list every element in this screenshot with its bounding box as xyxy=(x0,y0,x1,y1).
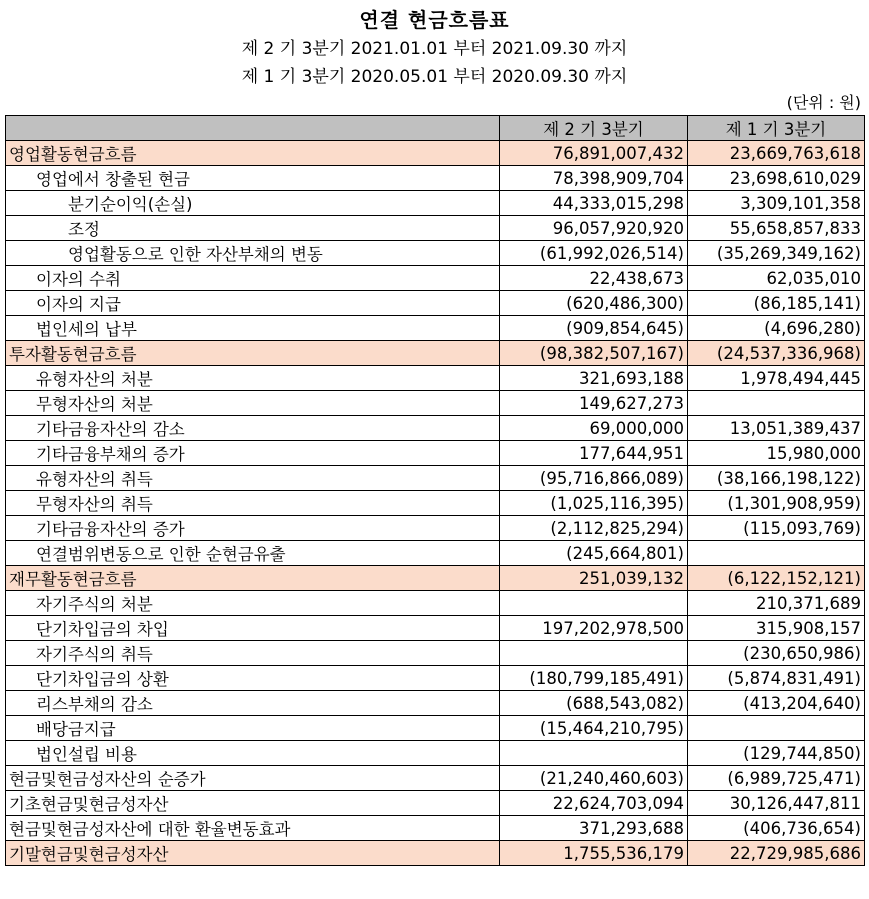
row-current-value: 69,000,000 xyxy=(500,416,688,441)
row-current-value: (245,664,801) xyxy=(500,541,688,566)
row-label: 연결범위변동으로 인한 순현금유출 xyxy=(6,541,500,566)
table-header-row xyxy=(6,116,865,141)
table-row xyxy=(6,141,865,166)
table-row xyxy=(6,616,865,641)
row-label: 영업활동현금흐름 xyxy=(6,141,500,166)
table-row xyxy=(6,341,865,366)
row-label: 이자의 지급 xyxy=(6,291,500,316)
header-prior-period: 제 1 기 3분기 xyxy=(688,116,865,141)
row-prior-value: (35,269,349,162) xyxy=(688,241,865,266)
row-label: 유형자산의 처분 xyxy=(6,366,500,391)
row-current-value: (95,716,866,089) xyxy=(500,466,688,491)
row-current-value: (688,543,082) xyxy=(500,691,688,716)
cash-flow-table xyxy=(5,115,865,866)
row-current-value: 149,627,273 xyxy=(500,391,688,416)
row-prior-value: 1,978,494,445 xyxy=(688,366,865,391)
table-row xyxy=(6,216,865,241)
row-current-value: (15,464,210,795) xyxy=(500,716,688,741)
row-prior-value xyxy=(688,541,865,566)
table-row xyxy=(6,841,865,866)
header-current-period: 제 2 기 3분기 xyxy=(500,116,688,141)
row-prior-value: (38,166,198,122) xyxy=(688,466,865,491)
row-label: 무형자산의 처분 xyxy=(6,391,500,416)
row-label: 기말현금및현금성자산 xyxy=(6,841,500,866)
table-row xyxy=(6,566,865,591)
row-label: 기타금융자산의 증가 xyxy=(6,516,500,541)
row-prior-value: 15,980,000 xyxy=(688,441,865,466)
header-account xyxy=(6,116,500,141)
row-current-value: (98,382,507,167) xyxy=(500,341,688,366)
row-label: 조정 xyxy=(6,216,500,241)
row-prior-value: 22,729,985,686 xyxy=(688,841,865,866)
row-prior-value: 62,035,010 xyxy=(688,266,865,291)
table-row xyxy=(6,241,865,266)
row-label: 투자활동현금흐름 xyxy=(6,341,500,366)
row-current-value: (1,025,116,395) xyxy=(500,491,688,516)
table-row xyxy=(6,441,865,466)
row-label: 자기주식의 취득 xyxy=(6,641,500,666)
row-label: 자기주식의 처분 xyxy=(6,591,500,616)
row-current-value: 251,039,132 xyxy=(500,566,688,591)
row-current-value: 177,644,951 xyxy=(500,441,688,466)
table-row xyxy=(6,491,865,516)
table-row xyxy=(6,691,865,716)
table-row xyxy=(6,716,865,741)
row-label: 분기순이익(손실) xyxy=(6,191,500,216)
row-label: 현금및현금성자산에 대한 환율변동효과 xyxy=(6,816,500,841)
table-row xyxy=(6,791,865,816)
table-row xyxy=(6,766,865,791)
row-label: 단기차입금의 차입 xyxy=(6,616,500,641)
row-current-value: 22,624,703,094 xyxy=(500,791,688,816)
row-label: 리스부채의 감소 xyxy=(6,691,500,716)
table-row xyxy=(6,416,865,441)
table-row xyxy=(6,291,865,316)
row-prior-value: 55,658,857,833 xyxy=(688,216,865,241)
row-current-value: 76,891,007,432 xyxy=(500,141,688,166)
row-current-value: 44,333,015,298 xyxy=(500,191,688,216)
row-label: 법인세의 납부 xyxy=(6,316,500,341)
row-label: 현금및현금성자산의 순증가 xyxy=(6,766,500,791)
row-prior-value: (1,301,908,959) xyxy=(688,491,865,516)
row-prior-value: 3,309,101,358 xyxy=(688,191,865,216)
row-prior-value: 315,908,157 xyxy=(688,616,865,641)
row-prior-value: 23,698,610,029 xyxy=(688,166,865,191)
row-label: 법인설립 비용 xyxy=(6,741,500,766)
row-current-value: 96,057,920,920 xyxy=(500,216,688,241)
period-prior: 제 1 기 3분기 2020.05.01 부터 2020.09.30 까지 xyxy=(241,67,628,87)
statement-title: 연결 현금흐름표 xyxy=(359,8,510,32)
table-row xyxy=(6,641,865,666)
table-row xyxy=(6,816,865,841)
row-label: 단기차입금의 상환 xyxy=(6,666,500,691)
table-row xyxy=(6,466,865,491)
row-label: 영업에서 창출된 현금 xyxy=(6,166,500,191)
row-current-value: 371,293,688 xyxy=(500,816,688,841)
row-current-value: (21,240,460,603) xyxy=(500,766,688,791)
row-label: 이자의 수취 xyxy=(6,266,500,291)
row-prior-value: (129,744,850) xyxy=(688,741,865,766)
row-current-value xyxy=(500,591,688,616)
row-prior-value: (24,537,336,968) xyxy=(688,341,865,366)
table-row xyxy=(6,391,865,416)
unit-label: (단위 : 원) xyxy=(786,93,861,112)
row-label: 기타금융자산의 감소 xyxy=(6,416,500,441)
row-current-value: (180,799,185,491) xyxy=(500,666,688,691)
row-prior-value: 30,126,447,811 xyxy=(688,791,865,816)
table-row xyxy=(6,516,865,541)
row-label: 무형자산의 취득 xyxy=(6,491,500,516)
period-current: 제 2 기 3분기 2021.01.01 부터 2021.09.30 까지 xyxy=(241,39,628,59)
table-row xyxy=(6,266,865,291)
row-prior-value: (6,989,725,471) xyxy=(688,766,865,791)
row-prior-value: (406,736,654) xyxy=(688,816,865,841)
row-prior-value: (115,093,769) xyxy=(688,516,865,541)
row-current-value: 197,202,978,500 xyxy=(500,616,688,641)
row-current-value xyxy=(500,641,688,666)
row-current-value: (909,854,645) xyxy=(500,316,688,341)
row-current-value xyxy=(500,741,688,766)
table-row xyxy=(6,316,865,341)
table-row xyxy=(6,741,865,766)
row-current-value: (61,992,026,514) xyxy=(500,241,688,266)
row-prior-value xyxy=(688,716,865,741)
table-row xyxy=(6,166,865,191)
row-current-value: (2,112,825,294) xyxy=(500,516,688,541)
row-prior-value: (230,650,986) xyxy=(688,641,865,666)
row-label: 유형자산의 취득 xyxy=(6,466,500,491)
row-prior-value: 210,371,689 xyxy=(688,591,865,616)
row-label: 기타금융부채의 증가 xyxy=(6,441,500,466)
row-current-value: 1,755,536,179 xyxy=(500,841,688,866)
row-prior-value xyxy=(688,391,865,416)
row-prior-value: 23,669,763,618 xyxy=(688,141,865,166)
row-label: 배당금지급 xyxy=(6,716,500,741)
table-row xyxy=(6,666,865,691)
table-row xyxy=(6,591,865,616)
row-label: 재무활동현금흐름 xyxy=(6,566,500,591)
row-prior-value: (86,185,141) xyxy=(688,291,865,316)
row-prior-value: (413,204,640) xyxy=(688,691,865,716)
row-current-value: 22,438,673 xyxy=(500,266,688,291)
row-current-value: 321,693,188 xyxy=(500,366,688,391)
row-current-value: (620,486,300) xyxy=(500,291,688,316)
row-label: 영업활동으로 인한 자산부채의 변동 xyxy=(6,241,500,266)
row-prior-value: (5,874,831,491) xyxy=(688,666,865,691)
row-prior-value: (4,696,280) xyxy=(688,316,865,341)
row-label: 기초현금및현금성자산 xyxy=(6,791,500,816)
row-prior-value: 13,051,389,437 xyxy=(688,416,865,441)
table-row xyxy=(6,366,865,391)
table-row xyxy=(6,191,865,216)
row-prior-value: (6,122,152,121) xyxy=(688,566,865,591)
row-current-value: 78,398,909,704 xyxy=(500,166,688,191)
table-row xyxy=(6,541,865,566)
